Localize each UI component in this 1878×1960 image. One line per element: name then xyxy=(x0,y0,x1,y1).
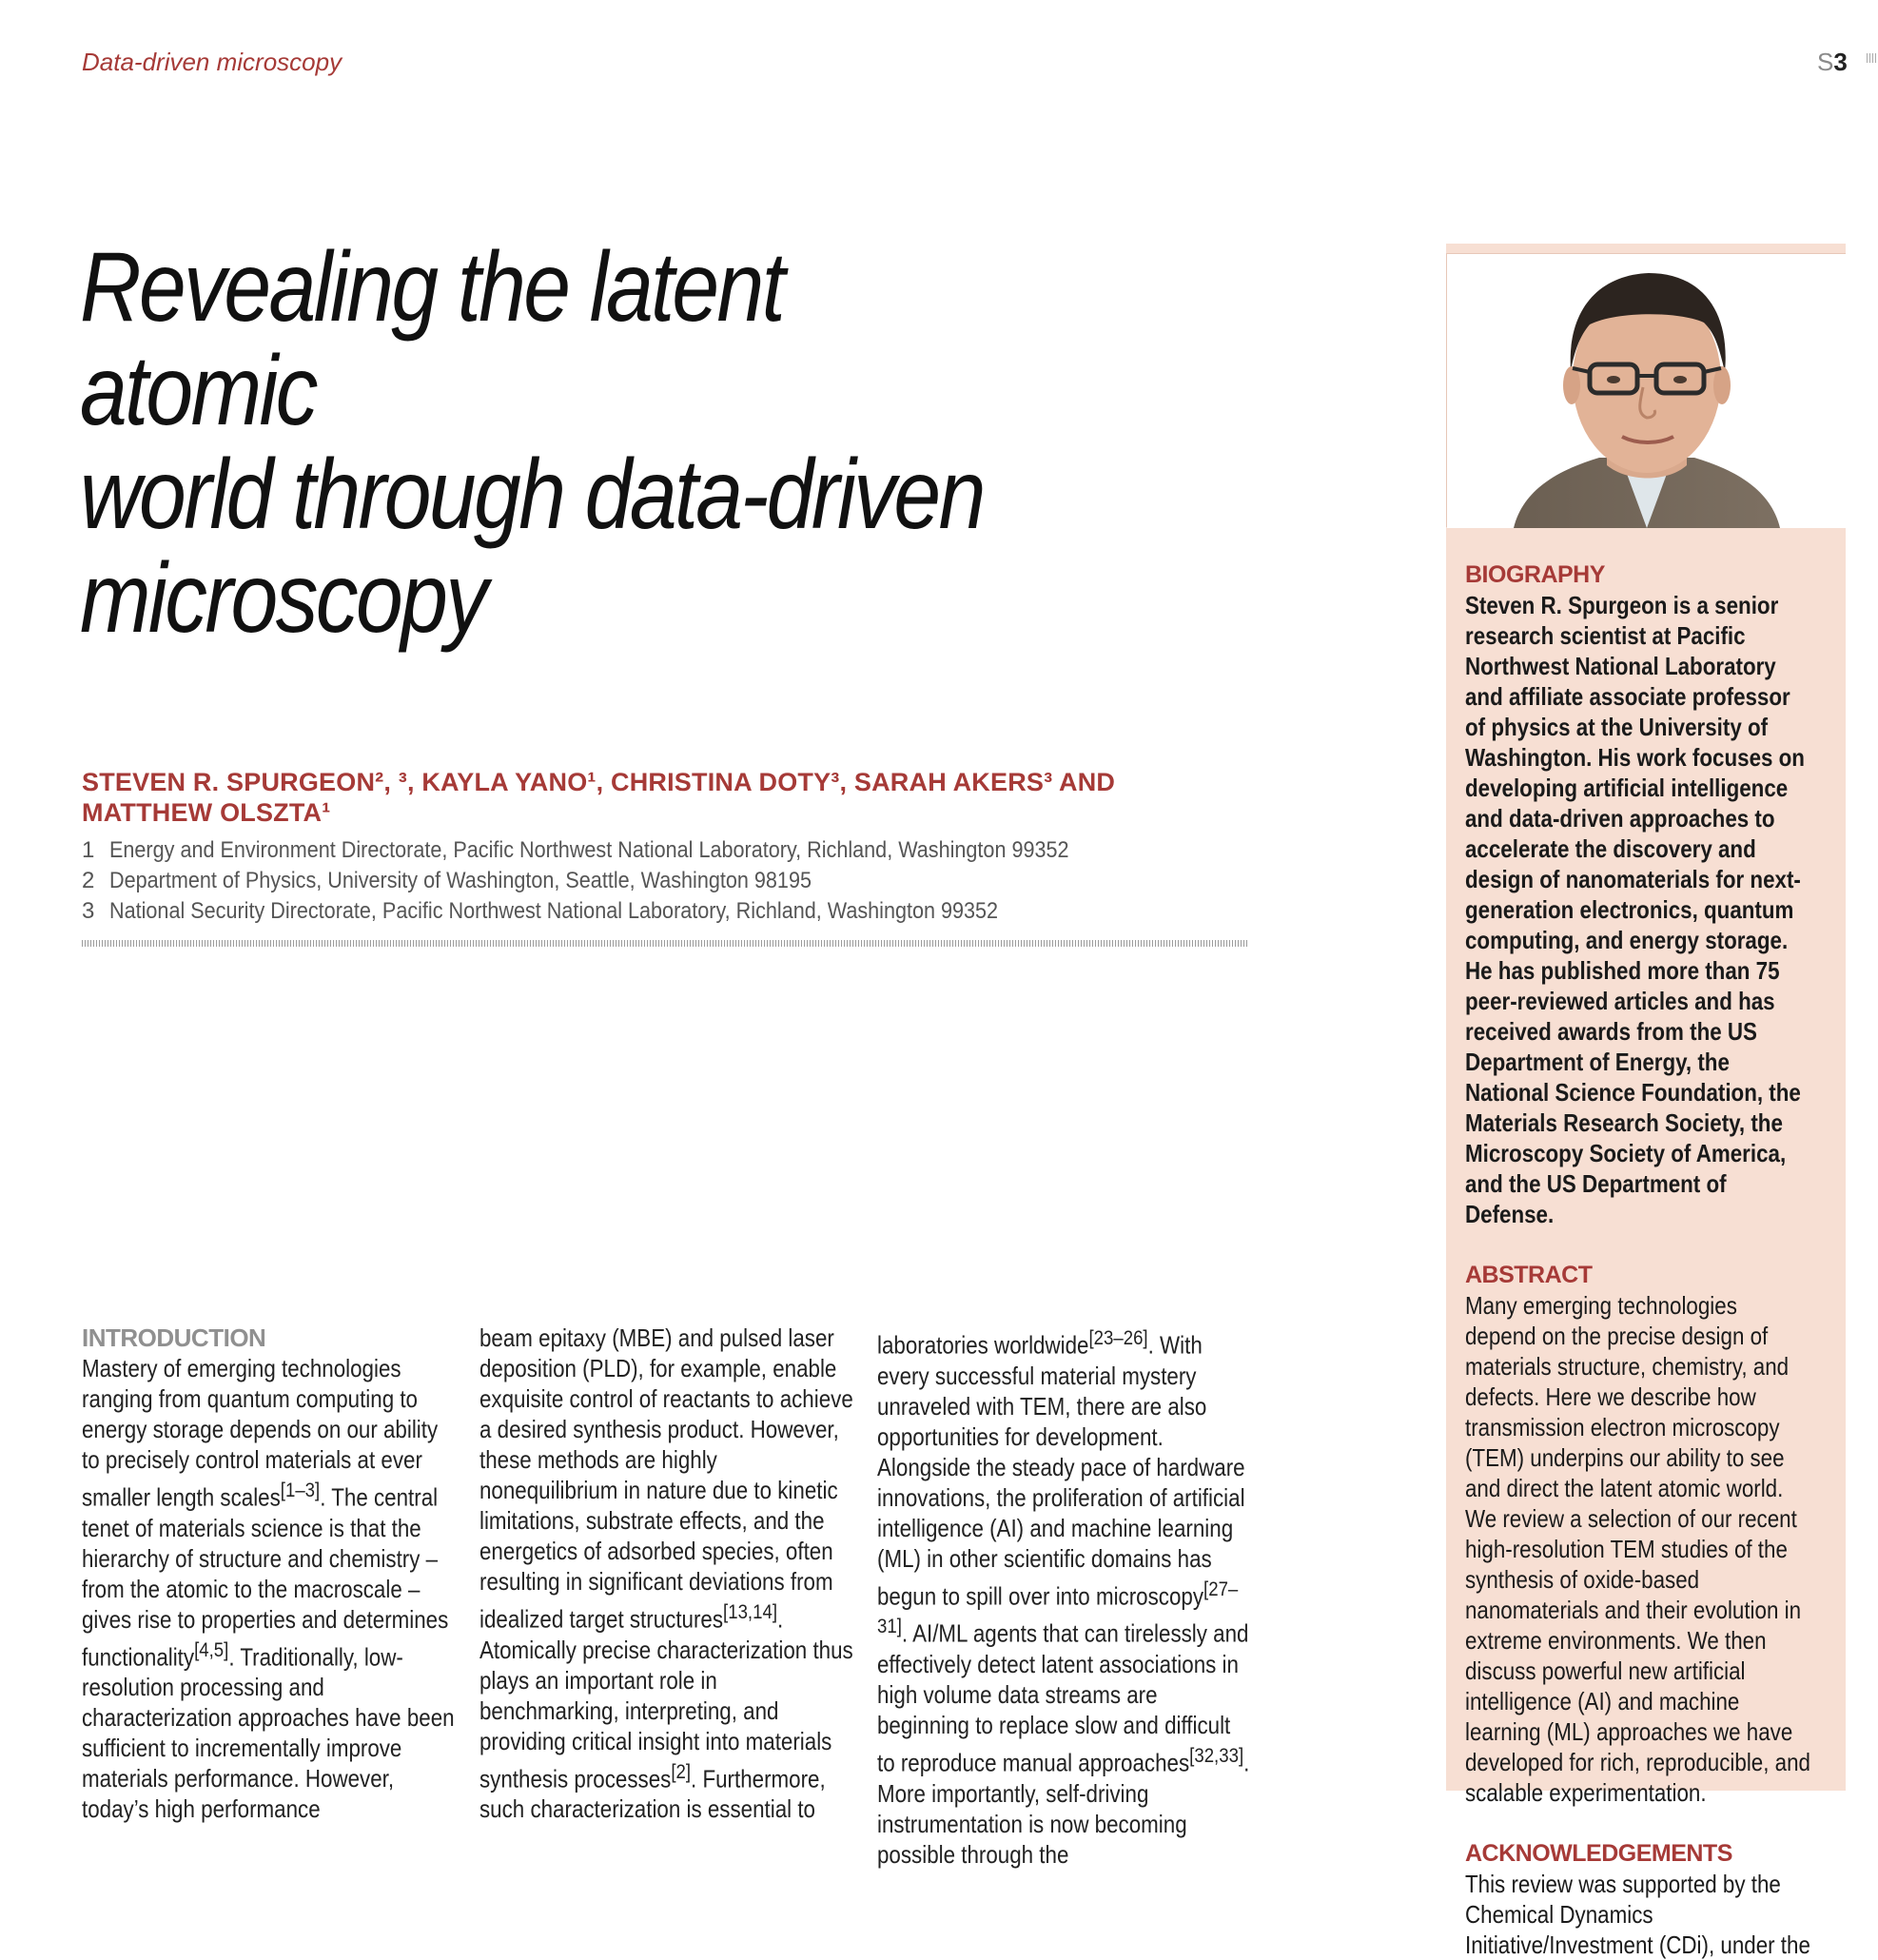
citation-ref: [23–26] xyxy=(1088,1325,1148,1349)
biography-text: Steven R. Spurgeon is a senior research scientist at Pacific Northwest National Laboratory and affiliate associate professor of physics at the University of Washington. His work focuses on developing artificial intelligence and data-driven approaches to accelerate the discovery and design of nanomaterials for next-generation electronics, quantum computing, and energy storage. He has published more than 75 peer-reviewed articles and has received awards from the US Department of Energy, the National Science Foundation, the Materials Research Society, the Microscopy Society of America, and the US Department of Defense. xyxy=(1465,591,1805,1228)
text-run: . Traditionally, low-resolution processing and characterization approaches have been sufficient to incrementally improve materials performance. However, today’s high performance xyxy=(82,1642,455,1824)
sidebar-content xyxy=(1465,559,1827,1960)
citation-ref: [4,5] xyxy=(194,1637,229,1661)
text-run: . Furthermore, such characterization is essential to xyxy=(479,1764,826,1824)
text-run: . AI/ML agents that can tirelessly and effectively detect latent associations in high volume data streams are beginning to replace slow and difficult to reproduce manual approaches xyxy=(877,1618,1249,1777)
affiliations xyxy=(82,835,1223,927)
introduction-heading: INTRODUCTION xyxy=(82,1323,266,1352)
affiliation-2 xyxy=(82,866,1223,896)
citation-ref: [27–31] xyxy=(877,1576,1239,1638)
body-column-1 xyxy=(82,1323,481,1824)
affiliation-1 xyxy=(82,835,1223,866)
citation-ref: [32,33] xyxy=(1189,1742,1244,1767)
text-run: laboratories worldwide xyxy=(877,1330,1089,1360)
page-number xyxy=(1817,48,1848,77)
title-line-2: world through data-driven xyxy=(80,440,984,550)
abstract-text: Many emerging technologies depend on the precise design of materials structure, chemistry, and defects. Here we describe how transmission electron microscopy (TEM) underpins our ability to see and direct the latent atomic world. We review a selection of our recent high-resolution TEM studies of the synthesis of oxide-based nanomaterials and their evolution in extreme environments. We then discuss powerful new artificial intelligence (AI) and machine learning (ML) approaches we have developed for rich, reproducible, and scalable experimentation. xyxy=(1465,1291,1810,1807)
title-line-3: microscopy xyxy=(80,543,486,654)
acknowledgements-text: This review was supported by the Chemical Dynamics Initiative/Investment (CDi), under the xyxy=(1465,1870,1810,1959)
page-edge-marks xyxy=(1867,53,1878,63)
page-prefix: S xyxy=(1817,48,1834,76)
citation-ref: [1–3] xyxy=(280,1478,321,1501)
body-column-2 xyxy=(479,1323,879,1824)
affiliation-3 xyxy=(82,896,1223,927)
citation-ref: [2] xyxy=(671,1758,692,1783)
text-run: . Atomically precise characterization thus plays an important role in benchmarking, interpreting, and providing critical insight into materials synthesis processes xyxy=(479,1604,853,1793)
sidebar-spacer xyxy=(1465,1229,1827,1260)
affiliation-number: 3 xyxy=(82,898,95,924)
text-run: . The central tenet of materials science is that the hierarchy of structure and chemistry – from the atomic to the macroscale – gives rise to properties and determines functionality xyxy=(82,1482,449,1672)
portrait-illustration xyxy=(1447,254,1847,528)
page-number-value: 3 xyxy=(1833,48,1848,76)
affiliation-text: Department of Physics, University of Washington, Seattle, Washington 98195 xyxy=(109,868,812,893)
column-1-text xyxy=(82,1353,459,1824)
body-column-3 xyxy=(877,1323,1277,1870)
column-3-text xyxy=(877,1323,1254,1870)
article-title xyxy=(80,232,1029,654)
text-run: beam epitaxy (MBE) and pulsed laser deposition (PLD), for example, enable exquisite control of reactants to achieve a desired synthesis product. However, these methods are highly nonequilibrium in nature due to kinetic limitations, substrate effects, and the energetics of adsorbed species, often resulting in significant deviations from idealized target structures xyxy=(479,1323,853,1634)
running-head: Data-driven microscopy xyxy=(82,48,342,76)
authors-line-2: MATTHEW OLSZTA¹ xyxy=(82,798,331,827)
author-list xyxy=(82,767,1185,828)
citation-ref: [13,14] xyxy=(723,1599,777,1623)
acknowledgements-heading: ACKNOWLEDGEMENTS xyxy=(1465,1840,1732,1867)
biography-heading: BIOGRAPHY xyxy=(1465,561,1605,588)
authors-line-1: STEVEN R. SPURGEON², ³, KAYLA YANO¹, CHRISTINA DOTY³, SARAH AKERS³ AND xyxy=(82,768,1116,796)
affiliation-number: 2 xyxy=(82,868,95,893)
affiliation-text: Energy and Environment Directorate, Pacific Northwest National Laboratory, Richland, Washington 99352 xyxy=(109,837,1069,863)
column-2-text xyxy=(479,1323,856,1824)
text-run: Mastery of emerging technologies ranging from quantum computing to energy storage depends on our ability to precisely control materials at ever smaller length scales xyxy=(82,1354,439,1512)
text-run: . More importantly, self-driving instrumentation is now becoming possible through the xyxy=(877,1748,1250,1869)
affiliation-text: National Security Directorate, Pacific Northwest National Laboratory, Richland, Washington 99352 xyxy=(109,898,999,924)
title-line-1: Revealing the latent atomic xyxy=(80,232,783,446)
affiliation-number: 1 xyxy=(82,837,95,863)
text-run: . With every successful material mystery unraveled with TEM, there are also opportunities for development. Alongside the steady pace of hardware innovations, the proliferation of artificial intelligence (AI) and machine learning (ML) in other scientific domains has begun to spill over into microscopy xyxy=(877,1330,1245,1611)
author-portrait xyxy=(1446,253,1846,527)
abstract-heading: ABSTRACT xyxy=(1465,1262,1593,1288)
dotted-divider xyxy=(82,940,1248,947)
sidebar-spacer xyxy=(1465,1808,1827,1838)
